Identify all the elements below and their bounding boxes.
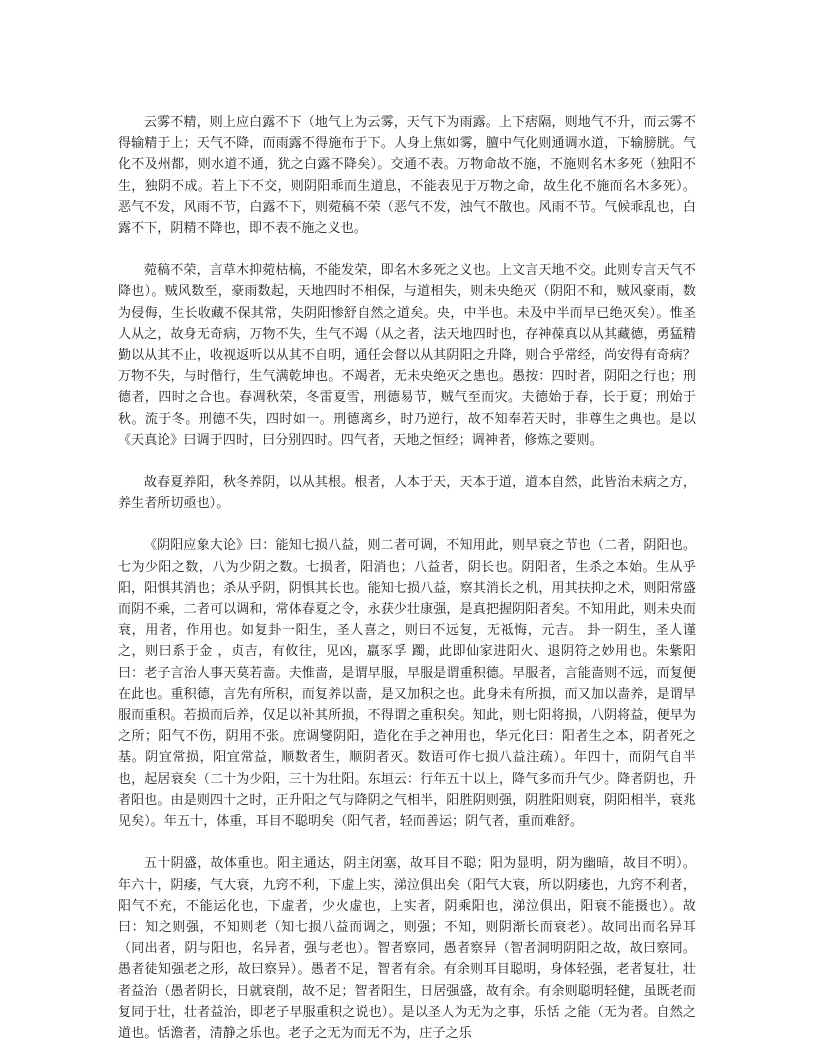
document-page: [118, 112, 696, 1044]
paragraph: 菀稿不荣，言草木抑菀枯槁，不能发荣，即名木多死之义也。上文言天地不交。此则专言天气不降也）。贼风数至，豪雨数起，天地四时不相保，与道相失，则未央绝灭（阴阳不和，贼风豪雨，数为侵侮，生长收藏不保其常，失阴阳惨舒自然之道矣。央，中半也。未及中半而早已绝灭矣）。惟圣人从之，故身无奇病，万物不失，生气不竭（从之者，法天地四时也，存神葆真以从其藏德，勇猛精勤以从其不止，收视返听以从其不自明，通任会督以从其阴阳之升降，则合乎常经，尚安得有奇病？万物不失，与时偕行，生气满乾坤也。不竭者，无未央绝灭之患也。愚按：四时者，阴阳之行也；刑德者，四时之合也。春凋秋荣，冬雷夏雪，刑德易节，贼气至而灾。夫德始于春，长于夏；刑始于秋。流于冬。刑德不失，四时如一。刑德离乡，时乃逆行，故不知奉若天时，非尊生之典也。是以《天真论》曰调于四时，曰分别四时。四气者，天地之恒经；调神者，修炼之要则。: [118, 263, 696, 448]
paragraph: 故春夏养阳，秋冬养阴，以从其根。根者，人本于天，天本于道，道本自然，此皆治未病之方，养生者所切亟也）。: [118, 475, 696, 512]
paragraph: 云雾不精，则上应白露不下（地气上为云雾，天气下为雨露。上下痞隔，则地气不升，而云雾不得输精于上；天气不降，而雨露不得施布于下。人身上焦如雾，膻中气化则通调水道，下输膀胱。气化不及州都，则水道不通，犹之白露不降矣）。交通不表。万物命故不施，不施则名木多死（独阳不生，独阴不成。若上下不交，则阴阳乖而生道息，不能表见于万物之命，故生化不施而名木多死）。恶气不发，风雨不节，白露不下，则菀稿不荣（恶气不发，浊气不散也。风雨不节。气候乖乱也，白露不下，阴精不降也，即不表不施之义也。: [118, 115, 696, 237]
paragraph: 五十阴盛，故体重也。阳主通达，阴主闭塞，故耳目不聪；阳为显明，阴为幽暗，故目不明）。年六十，阴痿，气大衰，九窍不利，下虚上实，涕泣俱出矣（阳气大衰，所以阴痿也，九窍不利者，阳气不充，不能运化也，下虚者，少火虚也，上实者，阴乘阳也，涕泣俱出，阳衰不能摄也）。故曰：知之则强，不知则老（知七损八益而调之，则强；不知，则阴渐长而衰老）。故同出而名异耳（同出者，阴与阳也，名异者，强与老也）。智者察同，愚者察异（智者洞明阴阳之故，故曰察同。愚者徒知强老之形，故曰察异）。愚者不足，智者有余。有余则耳目聪明，身体轻强，老者复壮，壮者益治（愚者阴长，日就衰削，故不足；智者阳生，日居强盛，故有余。有余则聪明轻健，虽既老而复同于壮，壮者益治，即老子早服重积之说也）。是以圣人为无为之事，乐恬 之能（无为者。自然之道也。恬澹者，清静之乐也。老子之无为而无不为，庄子之乐: [118, 856, 696, 1041]
paragraph: 《阴阳应象大论》曰：能知七损八益，则二者可调，不知用此，则早衰之节也（二者，阴阳也。七为少阳之数，八为少阴之数。七损者，阳消也；八益者，阴长也。阴阳者，生杀之本始。生从乎阳，阳惧其消也；杀从乎阴，阴惧其长也。能知七损八益，察其消长之机，用其扶抑之术，则阳常盛而阴不乘，二者可以调和，常体春夏之令，永获少壮康强，是真把握阴阳者矣。不知用此，则未央而衰，用者，作用也。如复卦一阳生，圣人喜之，则曰不远复，无祗悔，元吉。 卦一阴生，圣人谨之，则曰系于金 ，贞吉，有攸往，见凶，羸豕孚 躅，此即仙家进阳火、退阴符之妙用也。朱紫阳曰：老子言治人事天莫若啬。夫惟啬，是谓早服，早服是谓重积德。早服者，言能啬则不远，而复便在此也。重积德，言先有所积，而复养以啬，是又加积之也。此身未有所损，而又加以啬养，是谓早服而重积。若损而后养，仅足以补其所损，不得谓之重积矣。知此，则七阳将损，八阴将益，便早为之所；阳气不伤，阴用不张。庶调燮阴阳，造化在手之神用也，华元化曰：阳者生之本，阴者死之基。阴宜常损，阳宜常益，顺数者生，顺阴者灭。数语可作七损八益注疏）。年四十，而阴气自半也，起居衰矣（二十为少阳，三十为壮阳。东垣云：行年五十以上，降气多而升气少。降者阴也，升者阳也。由是则四十之时，正升阳之气与降阴之气相半，阳胜阴则强，阴胜阳则衰，阴阳相半，衰兆见矣）。年五十，体重，耳目不聪明矣（阳气者，轻而善运；阴气者，重而难舒。: [118, 538, 696, 830]
